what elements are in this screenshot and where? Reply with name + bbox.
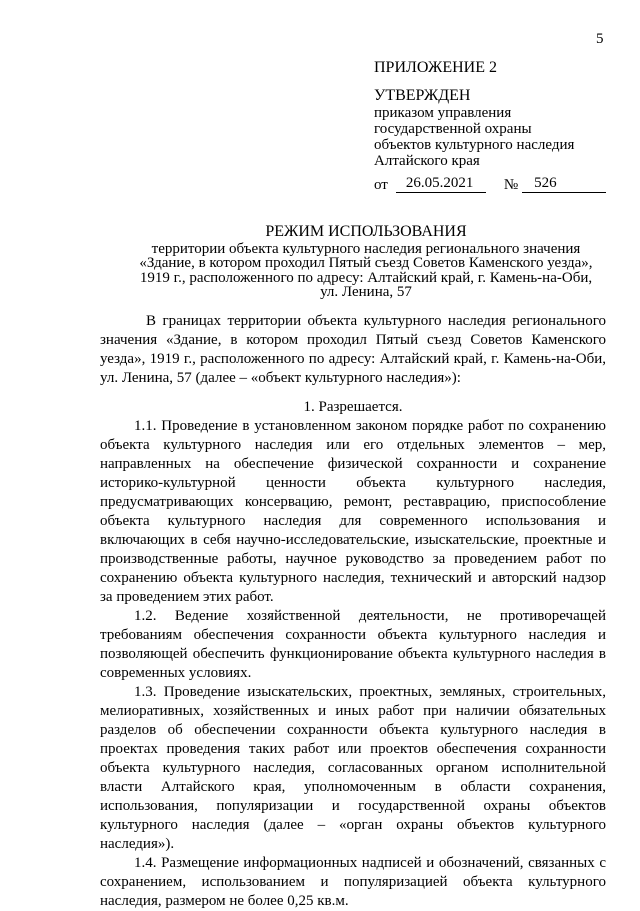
approval-line: приказом управления (374, 105, 512, 121)
section-title: 1. Разрешается. (303, 399, 403, 415)
number-sign: № (503, 177, 519, 193)
appendix-label: ПРИЛОЖЕНИЕ 2 (374, 59, 498, 76)
clause-paragraph: 1.4. Размещение информационных надписей и обозначений, связанных с сохранением, использованием и популяризацией объекта культурного наследия, размером не более 0,25 кв.м. (100, 855, 606, 909)
from-label: от (374, 177, 388, 193)
document-title: РЕЖИМ ИСПОЛЬЗОВАНИЯ (265, 223, 467, 240)
approval-block (374, 60, 614, 193)
approved-label: УТВЕРЖДЕН (374, 87, 471, 104)
heading-line: «Здание, в котором проходил Пятый съезд Советов Каменского уезда», (139, 255, 593, 271)
page-number: 5 (596, 31, 604, 47)
heading-line: территории объекта культурного наследия регионального значения (151, 240, 581, 257)
approval-line: государственной охраны (374, 121, 532, 137)
approval-line: объектов культурного наследия (374, 137, 575, 153)
document-body (100, 312, 606, 911)
order-reference (374, 175, 614, 193)
intro-paragraph: В границах территории объекта культурного наследия регионального значения «Здание, в котором проходил Пятый съезд Советов Каменского уезда», 1919 г., расположенного по адресу: Алтайский край, г. Камень-на-Оби, ул. Ленина, 57 (далее – «объект культурного наследия»): (100, 313, 606, 386)
heading-line: 1919 г., расположенного по адресу: Алтайский край, г. Камень-на-Оби, (139, 269, 593, 286)
order-number: 526 (522, 175, 606, 193)
clause-paragraph: 1.3. Проведение изыскательских, проектных, земляных, строительных, мелиоративных, хозяйственных и иных работ при наличии обязательных разделов об обеспечении сохранности объекта культурного наследия в проектах проведения таких работ или проектов обеспечения сохранности объекта культурного наследия, согласованных органом исполнительной власти Алтайского края, уполномоченным в области сохранения, использования, популяризации и государственной охраны объектов культурного наследия (далее – «орган охраны объектов культурного наследия»). (100, 684, 606, 852)
approval-line: Алтайского края (374, 153, 480, 169)
document-heading (96, 225, 636, 300)
order-date: 26.05.2021 (396, 175, 486, 193)
clause-paragraph: 1.2. Ведение хозяйственной деятельности, не противоречащей требованиям обеспечения сохранности объекта культурного наследия и позволяющей обеспечить функционирование объекта культурного наследия в современных условиях. (100, 608, 606, 681)
clause-paragraph: 1.1. Проведение в установленном законом порядке работ по сохранению объекта культурного наследия или его отдельных элементов – мер, направленных на обеспечение физической сохранности и сохранение историко-культурной ценности объекта культурного наследия, предусматривающих консервацию, ремонт, реставрацию, приспособление объекта культурного наследия для современного использования и включающих в себя научно-исследовательские, изыскательские, проектные и производственные работы, научное руководство за проведением работ по сохранению объекта культурного наследия, технический и авторский надзор за проведением этих работ. (100, 418, 606, 605)
heading-line: ул. Ленина, 57 (320, 284, 412, 300)
